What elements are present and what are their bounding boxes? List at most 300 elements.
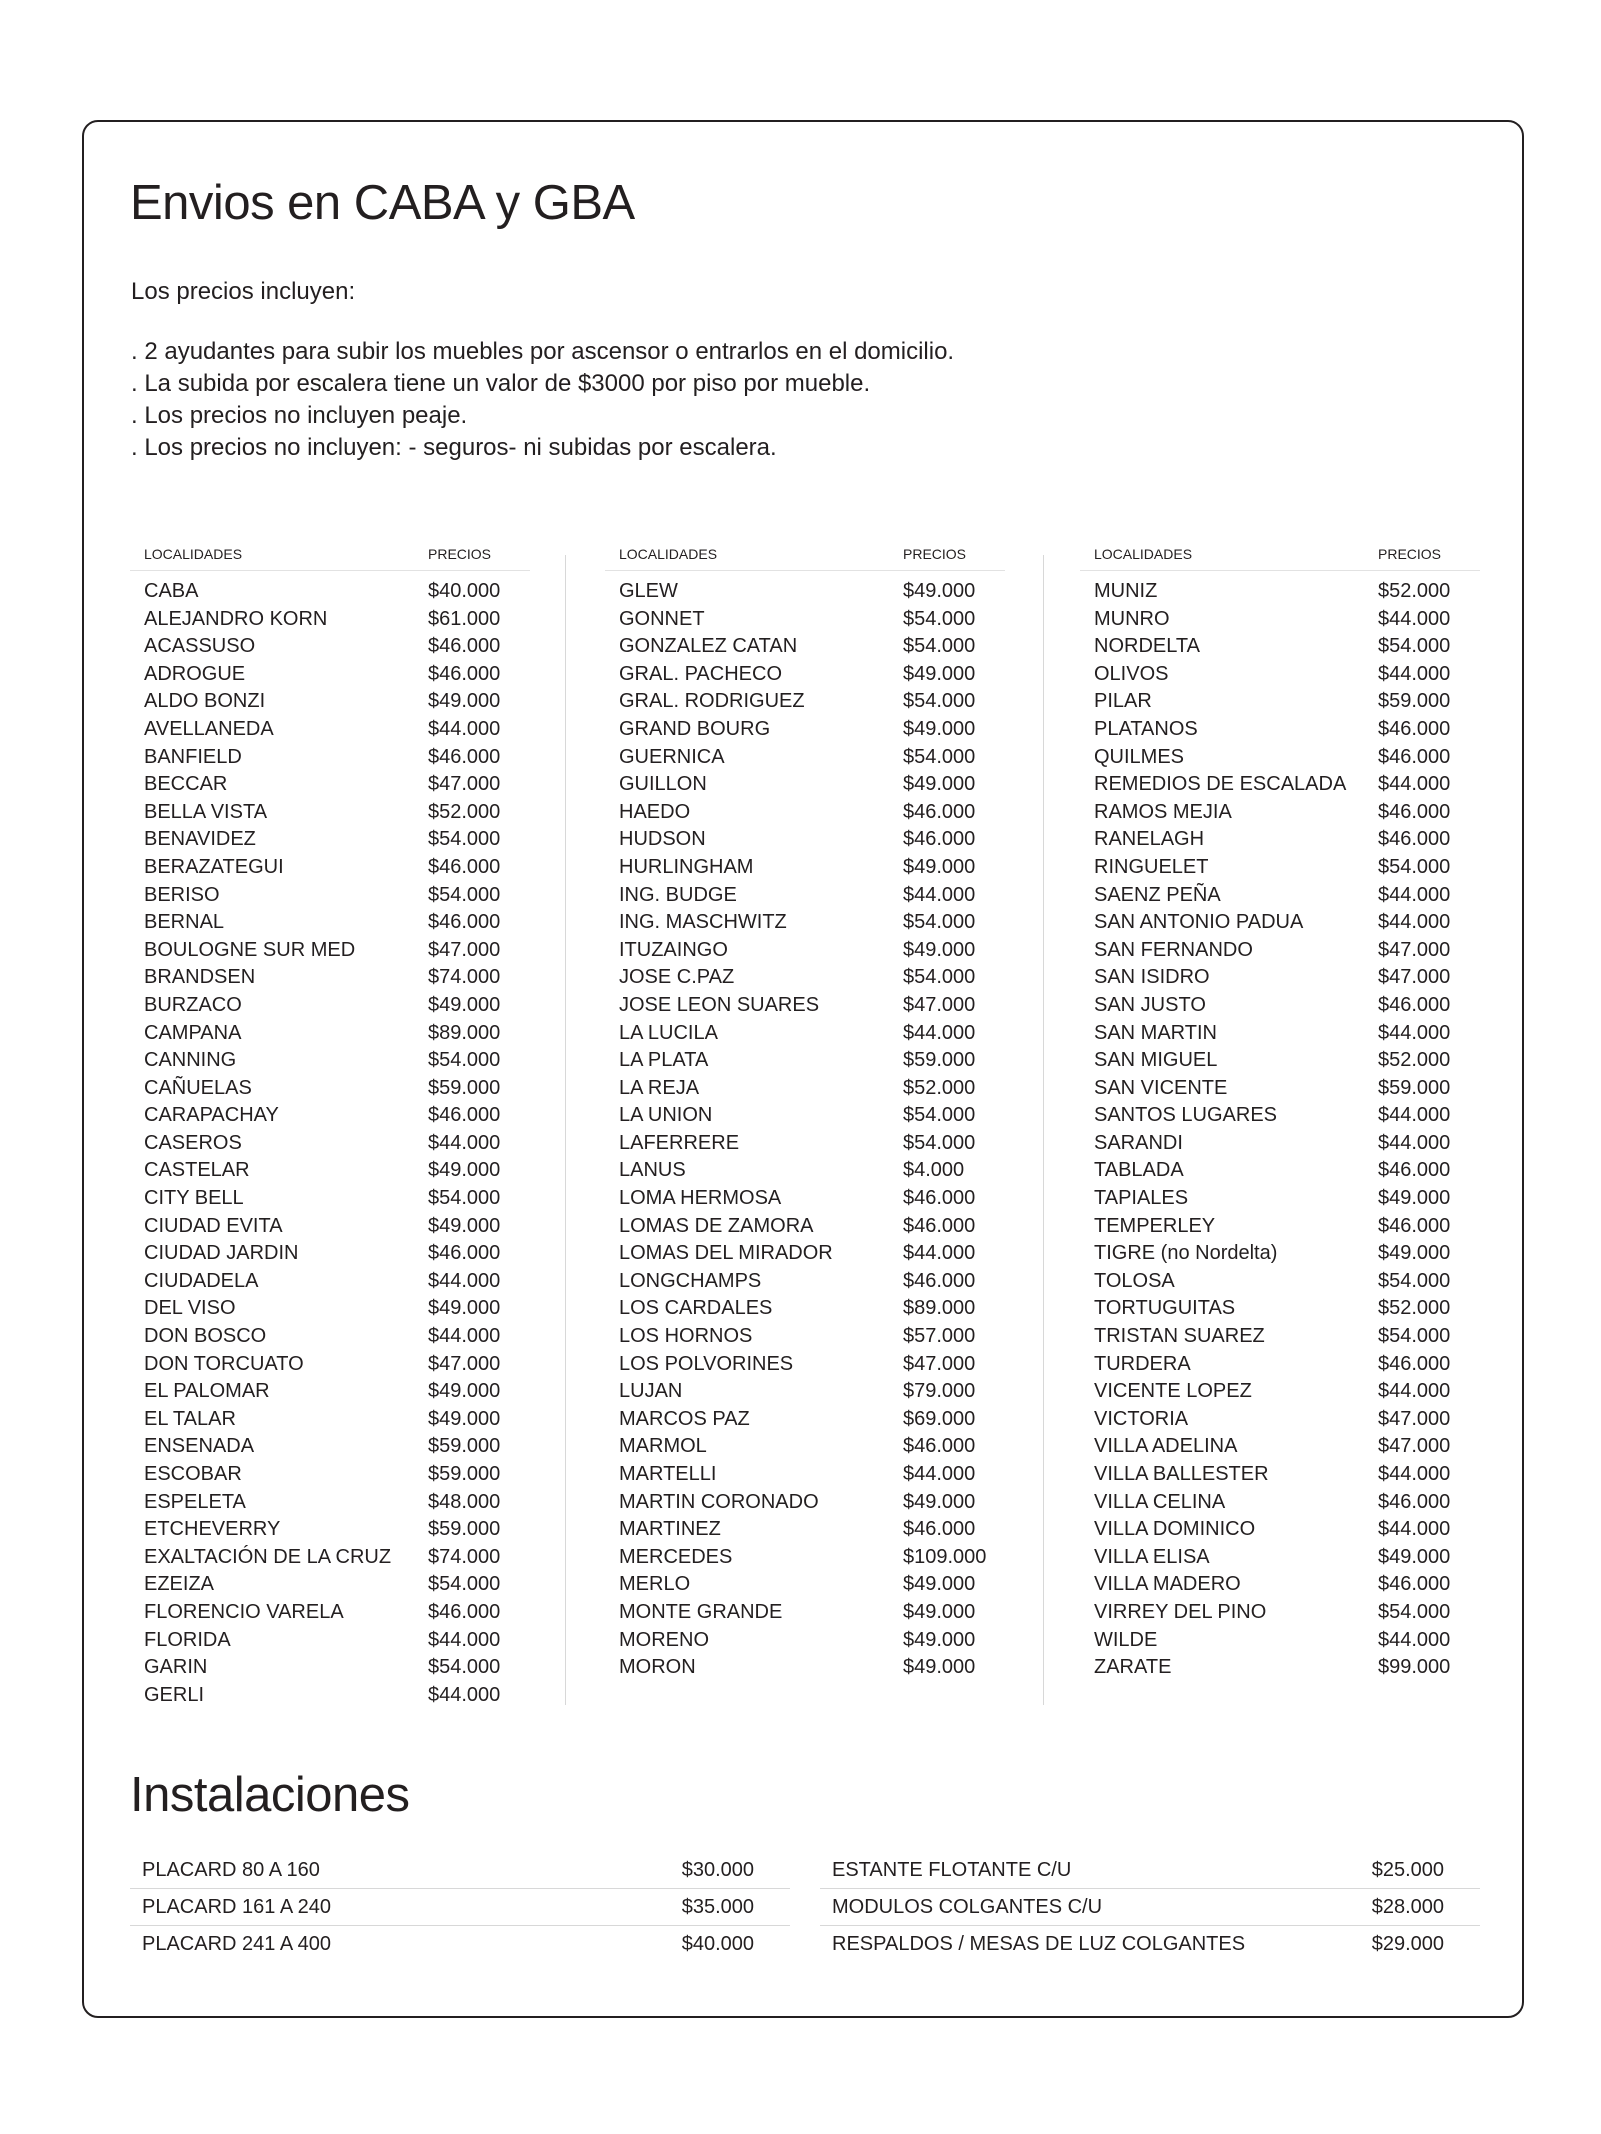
locality-name: DEL VISO (144, 1297, 236, 1320)
table-row (130, 799, 530, 827)
table-row (605, 992, 1005, 1020)
table-row (130, 1516, 530, 1544)
table-row (605, 1433, 1005, 1461)
locality-name: JOSE LEON SUARES (619, 993, 820, 1016)
locality-name: MARTELLI (619, 1463, 717, 1485)
locality-price: $46.000 (903, 1187, 976, 1210)
locality-name: EXALTACIÓN DE LA CRUZ (144, 1545, 392, 1568)
table-row (1080, 1323, 1480, 1351)
installation-name: RESPALDOS / MESAS DE LUZ COLGANTES (832, 1933, 1246, 1955)
locality-name: LA PLATA (619, 1049, 709, 1072)
locality-name: TAPIALES (1094, 1187, 1189, 1210)
installation-price: $35.000 (681, 1896, 754, 1918)
locality-price: $44.000 (1378, 1380, 1451, 1403)
locality-name: TORTUGUITAS (1094, 1297, 1236, 1320)
locality-name: SAN ISIDRO (1094, 966, 1210, 989)
table-row (605, 1654, 1005, 1682)
locality-price: $46.000 (428, 911, 501, 934)
locality-name: MERLO (619, 1573, 691, 1596)
locality-price: $46.000 (903, 1518, 976, 1541)
locality-name: GONNET (619, 607, 705, 630)
installation-name: PLACARD 80 A 160 (142, 1859, 320, 1881)
locality-name: TEMPERLEY (1094, 1214, 1216, 1237)
locality-name: GUILLON (619, 773, 707, 796)
installation-row (130, 1926, 790, 1962)
locality-name: LOMAS DE ZAMORA (619, 1214, 814, 1237)
locality-price: $79.000 (903, 1380, 976, 1403)
locality-price: $44.000 (428, 1269, 501, 1292)
locality-name: LUJAN (619, 1380, 683, 1403)
locality-price: $44.000 (903, 883, 976, 906)
table-row (605, 1406, 1005, 1434)
installation-row (820, 1852, 1480, 1889)
table-row (130, 688, 530, 716)
table-row (1080, 1544, 1480, 1572)
price-rows (605, 578, 1005, 1682)
locality-name: CASEROS (144, 1131, 242, 1154)
table-row (130, 771, 530, 799)
header-localidades: LOCALIDADES (619, 546, 718, 562)
intro-text: Los precios incluyen: (131, 278, 356, 305)
table-row (130, 1544, 530, 1572)
locality-name: ADROGUE (144, 662, 246, 685)
locality-name: TRISTAN SUAREZ (1094, 1325, 1265, 1348)
locality-price: $54.000 (903, 690, 976, 713)
table-row (605, 826, 1005, 854)
table-row (130, 1295, 530, 1323)
table-row (605, 771, 1005, 799)
locality-price: $54.000 (903, 966, 976, 989)
locality-name: PLATANOS (1094, 717, 1198, 740)
table-row (1080, 964, 1480, 992)
table-row (1080, 1571, 1480, 1599)
table-row (1080, 1213, 1480, 1241)
table-row (130, 1682, 530, 1710)
table-row (605, 1240, 1005, 1268)
table-row (130, 854, 530, 882)
column-header (605, 540, 1005, 571)
locality-name: DON TORCUATO (144, 1352, 304, 1375)
installation-row (130, 1889, 790, 1926)
locality-price: $40.000 (428, 580, 501, 602)
table-row (1080, 1075, 1480, 1103)
locality-name: TIGRE (no Nordelta) (1094, 1242, 1278, 1265)
table-row (1080, 661, 1480, 689)
locality-price: $46.000 (1378, 828, 1451, 851)
locality-name: CITY BELL (144, 1187, 244, 1210)
installation-row (820, 1926, 1480, 1962)
table-row (605, 1461, 1005, 1489)
locality-price: $44.000 (428, 1683, 501, 1706)
table-row (130, 909, 530, 937)
locality-name: VIRREY DEL PINO (1094, 1600, 1267, 1623)
locality-name: LA REJA (619, 1076, 700, 1099)
locality-price: $44.000 (1378, 662, 1451, 685)
locality-name: QUILMES (1094, 745, 1185, 768)
locality-name: BELLA VISTA (144, 800, 268, 823)
locality-name: MUNIZ (1094, 580, 1158, 602)
table-row (130, 1213, 530, 1241)
installation-row (130, 1852, 790, 1889)
locality-name: ING. BUDGE (619, 883, 737, 906)
table-row (605, 1157, 1005, 1185)
installation-name: ESTANTE FLOTANTE C/U (832, 1859, 1072, 1881)
table-row (130, 1047, 530, 1075)
installation-price: $40.000 (681, 1933, 754, 1955)
locality-price: $54.000 (428, 1187, 501, 1210)
locality-price: $46.000 (1378, 1490, 1451, 1513)
table-row (605, 1102, 1005, 1130)
table-row (605, 744, 1005, 772)
locality-name: MORON (619, 1656, 696, 1679)
locality-price: $44.000 (1378, 607, 1451, 630)
locality-name: ACASSUSO (144, 635, 256, 658)
installations-list-2 (820, 1852, 1480, 1962)
locality-name: CARAPACHAY (144, 1104, 279, 1127)
locality-name: WILDE (1094, 1628, 1158, 1651)
locality-price: $46.000 (428, 1104, 501, 1127)
table-row (605, 937, 1005, 965)
table-row (605, 964, 1005, 992)
installation-price: $25.000 (1371, 1859, 1444, 1881)
locality-price: $54.000 (903, 745, 976, 768)
locality-price: $109.000 (903, 1545, 987, 1568)
locality-name: FLORENCIO VARELA (144, 1600, 344, 1623)
header-precios: PRECIOS (428, 546, 492, 562)
installation-name: PLACARD 241 A 400 (142, 1933, 332, 1955)
locality-name: ENSENADA (144, 1435, 255, 1458)
locality-name: MARTINEZ (619, 1518, 721, 1541)
locality-name: CAÑUELAS (144, 1076, 252, 1099)
table-row (1080, 1240, 1480, 1268)
locality-price: $54.000 (903, 635, 976, 658)
locality-price: $47.000 (1378, 1435, 1451, 1458)
locality-price: $46.000 (1378, 993, 1451, 1016)
locality-name: RAMOS MEJIA (1094, 800, 1232, 823)
table-row (1080, 688, 1480, 716)
table-row (605, 1516, 1005, 1544)
table-row (605, 1047, 1005, 1075)
locality-price: $54.000 (428, 828, 501, 851)
locality-price: $44.000 (1378, 1518, 1451, 1541)
locality-price: $49.000 (1378, 1187, 1451, 1210)
locality-name: ITUZAINGO (619, 938, 728, 961)
locality-name: NORDELTA (1094, 635, 1200, 658)
installations-title: Instalaciones (130, 1768, 410, 1822)
locality-name: LOMAS DEL MIRADOR (619, 1242, 833, 1265)
locality-name: SAN ANTONIO PADUA (1094, 911, 1304, 934)
locality-price: $46.000 (428, 1242, 501, 1265)
table-row (605, 1599, 1005, 1627)
locality-price: $46.000 (1378, 1352, 1451, 1375)
installation-name: PLACARD 161 A 240 (142, 1896, 332, 1918)
locality-price: $44.000 (903, 1242, 976, 1265)
locality-name: CANNING (144, 1049, 237, 1072)
table-row (1080, 1268, 1480, 1296)
locality-name: BURZACO (144, 993, 242, 1016)
table-row (130, 1406, 530, 1434)
locality-price: $49.000 (903, 1573, 976, 1596)
locality-price: $52.000 (1378, 580, 1451, 602)
locality-name: MORENO (619, 1628, 709, 1651)
locality-name: GLEW (619, 580, 678, 602)
table-row (1080, 1130, 1480, 1158)
locality-name: BRANDSEN (144, 966, 256, 989)
locality-name: VICENTE LOPEZ (1094, 1380, 1252, 1403)
table-row (1080, 744, 1480, 772)
table-row (130, 992, 530, 1020)
header-precios: PRECIOS (1378, 546, 1442, 562)
locality-name: SAN FERNANDO (1094, 938, 1253, 961)
column-divider (565, 555, 566, 1705)
locality-name: TABLADA (1094, 1159, 1184, 1182)
table-row (130, 661, 530, 689)
table-row (605, 1627, 1005, 1655)
locality-name: VILLA DOMINICO (1094, 1518, 1256, 1541)
table-row (605, 909, 1005, 937)
condition-item: . Los precios no incluyen peaje. (131, 402, 468, 429)
conditions-list (131, 336, 954, 464)
locality-name: FLORIDA (144, 1628, 231, 1651)
locality-name: LOMA HERMOSA (619, 1187, 782, 1210)
table-row (1080, 771, 1480, 799)
locality-price: $46.000 (1378, 717, 1451, 740)
locality-price: $46.000 (428, 745, 501, 768)
price-rows (1080, 578, 1480, 1682)
table-row (130, 1157, 530, 1185)
locality-name: CIUDADELA (144, 1269, 259, 1292)
locality-name: SAN VICENTE (1094, 1076, 1228, 1099)
locality-price: $54.000 (428, 883, 501, 906)
table-row (1080, 716, 1480, 744)
locality-name: LOS HORNOS (619, 1325, 753, 1348)
locality-name: GRAND BOURG (619, 717, 771, 740)
table-row (1080, 992, 1480, 1020)
table-row (1080, 606, 1480, 634)
locality-price: $54.000 (428, 1656, 501, 1679)
locality-price: $54.000 (1378, 855, 1451, 878)
locality-price: $49.000 (428, 1214, 501, 1237)
table-row (605, 1378, 1005, 1406)
table-row (605, 716, 1005, 744)
table-row (1080, 854, 1480, 882)
table-row (605, 578, 1005, 606)
locality-price: $46.000 (1378, 800, 1451, 823)
table-row (605, 1268, 1005, 1296)
locality-price: $89.000 (903, 1297, 976, 1320)
table-row (130, 1654, 530, 1682)
price-column-2 (605, 540, 1005, 1682)
locality-price: $74.000 (428, 966, 501, 989)
table-row (130, 1351, 530, 1379)
locality-price: $44.000 (1378, 1131, 1451, 1154)
locality-price: $99.000 (1378, 1656, 1451, 1679)
locality-price: $89.000 (428, 1021, 501, 1044)
table-row (130, 1378, 530, 1406)
table-row (1080, 1489, 1480, 1517)
table-row (605, 1323, 1005, 1351)
locality-name: CASTELAR (144, 1159, 250, 1182)
page-title: Envios en CABA y GBA (130, 176, 635, 230)
table-row (1080, 1654, 1480, 1682)
locality-price: $48.000 (428, 1490, 501, 1513)
locality-name: BERAZATEGUI (144, 855, 284, 878)
locality-name: LA UNION (619, 1104, 713, 1127)
table-row (605, 1020, 1005, 1048)
table-row (605, 799, 1005, 827)
locality-name: ALDO BONZI (144, 690, 266, 713)
locality-name: HURLINGHAM (619, 855, 754, 878)
table-row (1080, 1378, 1480, 1406)
locality-price: $49.000 (903, 1490, 976, 1513)
locality-price: $54.000 (1378, 635, 1451, 658)
locality-name: ZARATE (1094, 1656, 1172, 1679)
table-row (130, 1489, 530, 1517)
locality-price: $49.000 (428, 1297, 501, 1320)
table-row (605, 1571, 1005, 1599)
locality-price: $44.000 (903, 1463, 976, 1485)
installation-price: $28.000 (1371, 1896, 1444, 1918)
locality-name: LOS CARDALES (619, 1297, 773, 1320)
locality-name: LANUS (619, 1159, 686, 1182)
locality-price: $49.000 (903, 1656, 976, 1679)
locality-name: ING. MASCHWITZ (619, 911, 787, 934)
table-row (605, 854, 1005, 882)
locality-price: $54.000 (903, 1131, 976, 1154)
locality-name: GARIN (144, 1656, 208, 1679)
locality-name: GUERNICA (619, 745, 725, 768)
locality-name: DON BOSCO (144, 1325, 267, 1348)
price-column-1 (130, 540, 530, 1709)
locality-price: $59.000 (428, 1076, 501, 1099)
locality-price: $46.000 (428, 635, 501, 658)
locality-price: $49.000 (428, 993, 501, 1016)
locality-price: $44.000 (1378, 883, 1451, 906)
locality-price: $59.000 (428, 1435, 501, 1458)
locality-price: $46.000 (428, 855, 501, 878)
locality-name: VICTORIA (1094, 1407, 1189, 1430)
locality-price: $47.000 (428, 938, 501, 961)
locality-name: TOLOSA (1094, 1269, 1175, 1292)
locality-price: $49.000 (903, 662, 976, 685)
table-row (605, 661, 1005, 689)
table-row (605, 633, 1005, 661)
table-row (130, 826, 530, 854)
locality-price: $46.000 (903, 800, 976, 823)
locality-price: $44.000 (1378, 1463, 1451, 1485)
locality-name: VILLA ELISA (1094, 1545, 1210, 1568)
table-row (130, 1323, 530, 1351)
table-row (1080, 1433, 1480, 1461)
table-row (1080, 909, 1480, 937)
table-row (130, 1020, 530, 1048)
locality-price: $46.000 (428, 1600, 501, 1623)
locality-price: $54.000 (1378, 1325, 1451, 1348)
locality-price: $52.000 (428, 800, 501, 823)
table-row (1080, 799, 1480, 827)
locality-price: $49.000 (903, 717, 976, 740)
locality-name: ALEJANDRO KORN (144, 607, 328, 630)
locality-name: JOSE C.PAZ (619, 966, 735, 989)
locality-price: $49.000 (428, 1380, 501, 1403)
table-row (1080, 1406, 1480, 1434)
locality-price: $49.000 (903, 773, 976, 796)
locality-name: RANELAGH (1094, 828, 1205, 851)
locality-price: $61.000 (428, 607, 501, 630)
locality-price: $69.000 (903, 1407, 976, 1430)
table-row (605, 1075, 1005, 1103)
locality-name: BECCAR (144, 773, 228, 796)
locality-price: $54.000 (903, 911, 976, 934)
locality-name: OLIVOS (1094, 662, 1169, 685)
locality-price: $59.000 (428, 1463, 501, 1485)
locality-name: ESCOBAR (144, 1463, 242, 1485)
locality-name: VILLA BALLESTER (1094, 1463, 1269, 1485)
locality-name: VILLA CELINA (1094, 1490, 1226, 1513)
locality-name: CABA (144, 580, 199, 602)
table-row (605, 1295, 1005, 1323)
locality-name: RINGUELET (1094, 855, 1209, 878)
table-row (605, 1544, 1005, 1572)
table-row (1080, 1351, 1480, 1379)
locality-price: $54.000 (903, 1104, 976, 1127)
locality-name: LONGCHAMPS (619, 1269, 762, 1292)
table-row (130, 1268, 530, 1296)
locality-name: BOULOGNE SUR MED (144, 938, 356, 961)
installation-name: MODULOS COLGANTES C/U (832, 1896, 1103, 1918)
locality-price: $49.000 (903, 1628, 976, 1651)
table-row (130, 606, 530, 634)
locality-name: MUNRO (1094, 607, 1170, 630)
table-row (1080, 633, 1480, 661)
table-row (1080, 1047, 1480, 1075)
locality-name: REMEDIOS DE ESCALADA (1094, 773, 1347, 796)
table-row (130, 882, 530, 910)
locality-name: EL PALOMAR (144, 1380, 270, 1403)
locality-price: $49.000 (903, 1600, 976, 1623)
locality-price: $44.000 (428, 1131, 501, 1154)
table-row (1080, 1599, 1480, 1627)
table-row (1080, 1102, 1480, 1130)
installations-list-1 (130, 1852, 790, 1962)
table-row (1080, 1627, 1480, 1655)
locality-price: $46.000 (1378, 1214, 1451, 1237)
table-row (130, 1461, 530, 1489)
locality-name: GONZALEZ CATAN (619, 635, 798, 658)
locality-price: $74.000 (428, 1545, 501, 1568)
locality-price: $44.000 (1378, 911, 1451, 934)
table-row (130, 1075, 530, 1103)
locality-price: $49.000 (428, 690, 501, 713)
locality-price: $46.000 (903, 828, 976, 851)
locality-price: $49.000 (903, 580, 976, 602)
table-row (130, 744, 530, 772)
locality-price: $46.000 (1378, 745, 1451, 768)
locality-price: $54.000 (1378, 1600, 1451, 1623)
locality-name: BENAVIDEZ (144, 828, 256, 851)
table-row (605, 1351, 1005, 1379)
locality-price: $47.000 (1378, 1407, 1451, 1430)
installation-row (820, 1889, 1480, 1926)
table-row (605, 1185, 1005, 1213)
locality-price: $49.000 (1378, 1242, 1451, 1265)
locality-price: $49.000 (903, 938, 976, 961)
table-row (130, 1130, 530, 1158)
installation-price: $29.000 (1371, 1933, 1444, 1955)
table-row (1080, 1516, 1480, 1544)
locality-price: $46.000 (903, 1435, 976, 1458)
locality-price: $44.000 (1378, 773, 1451, 796)
